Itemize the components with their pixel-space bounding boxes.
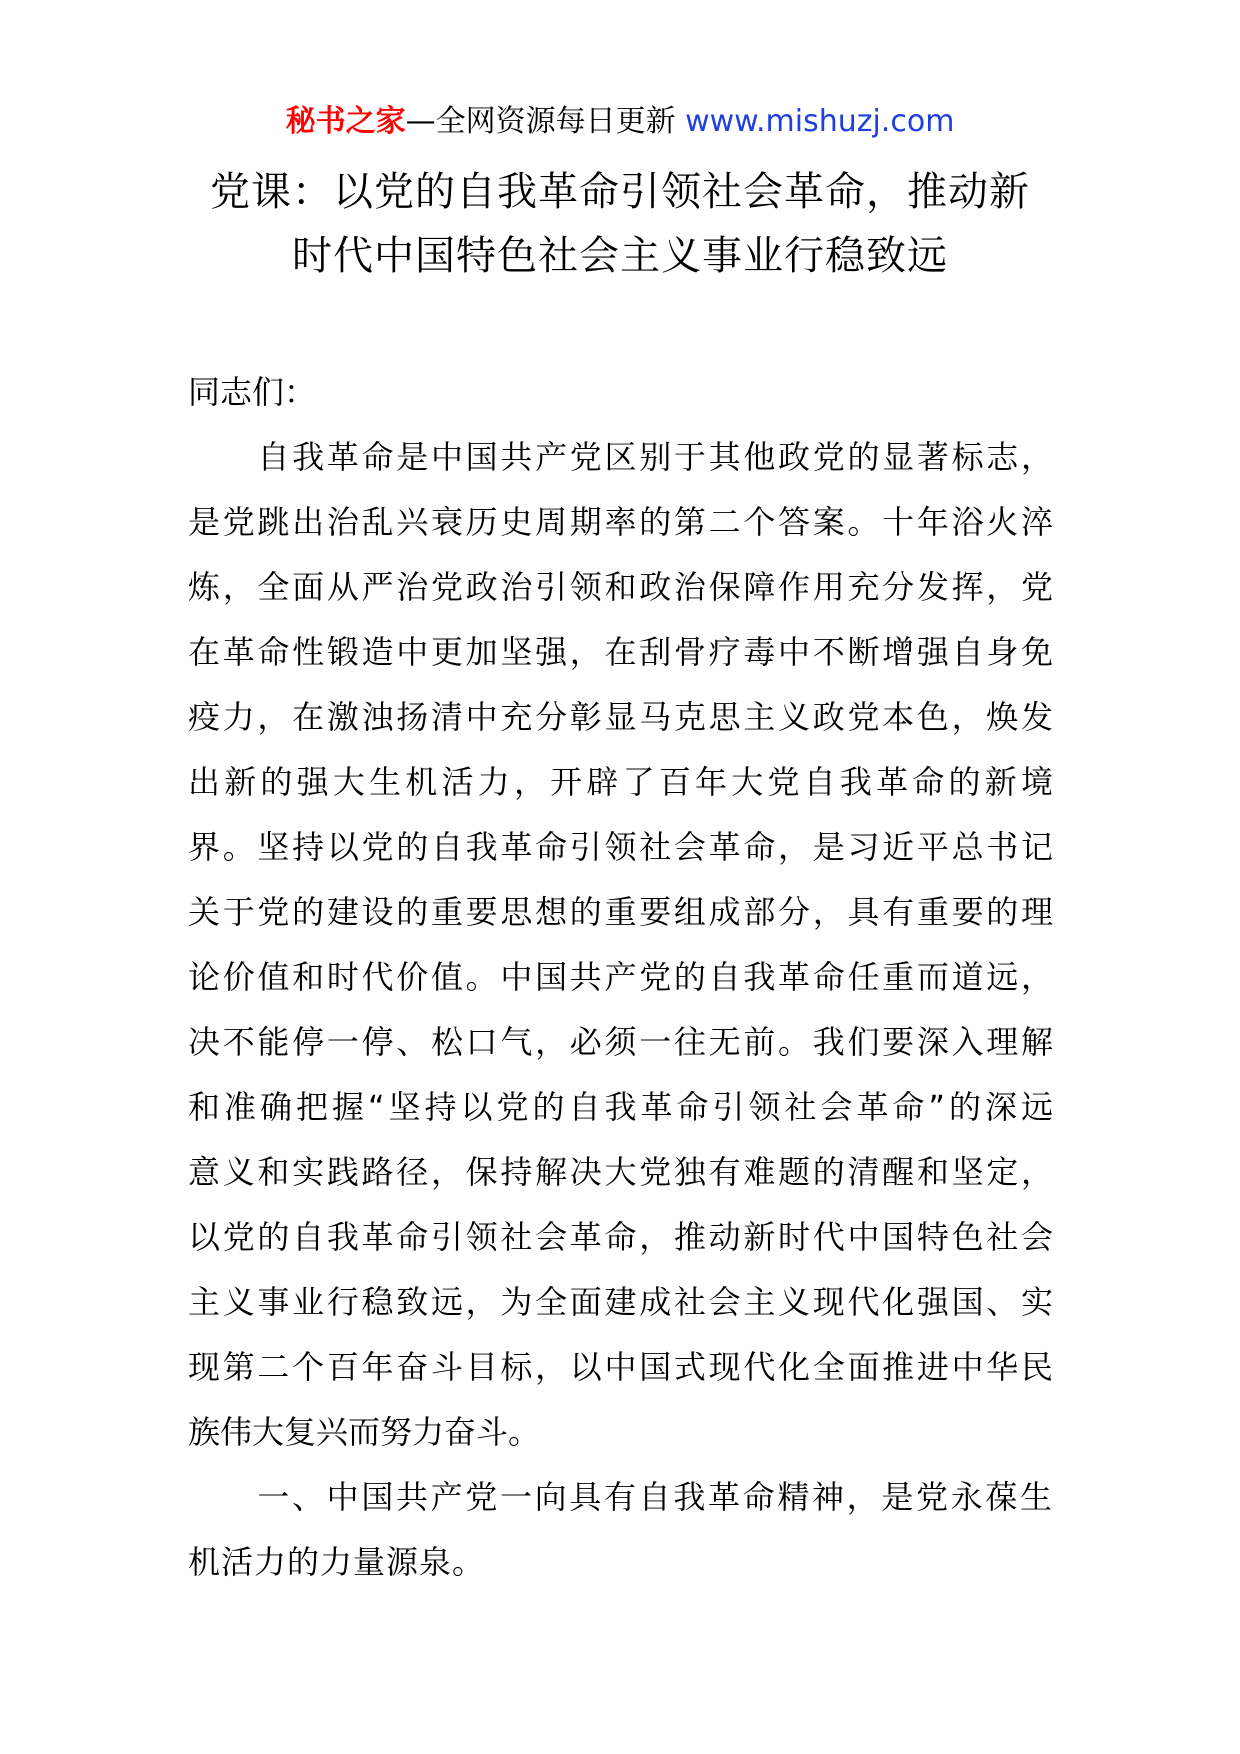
paragraph-line: 自我革命是中国共产党区别于其他政党的显著标志， [188,438,1053,476]
site-slogan: —全网资源每日更新 [405,104,676,139]
heading-line: 机活力的力量源泉。 [188,1543,486,1581]
paragraph-line: 炼，全面从严治党政治引领和政治保障作用充分发挥，党 [188,568,1053,606]
paragraph-line: 论价值和时代价值。中国共产党的自我革命任重而道远， [188,958,1053,996]
paragraph-1 [188,425,1053,1465]
paragraph-line: 主义事业行稳致远，为全面建成社会主义现代化强国、实 [188,1283,1053,1321]
section-heading-1 [188,1465,1053,1595]
document-body [188,360,1053,1595]
paragraph-line: 在革命性锻造中更加坚强，在刮骨疗毒中不断增强自身免 [188,633,1053,671]
paragraph-line: 以党的自我革命引领社会革命，推动新时代中国特色社会 [188,1218,1053,1256]
document-title [150,160,1090,288]
paragraph-line: 决不能停一停、松口气，必须一往无前。我们要深入理解 [188,1023,1053,1061]
site-url-link[interactable]: www.mishuzj.com [675,104,955,139]
paragraph-line: 界。坚持以党的自我革命引领社会革命，是习近平总书记 [188,828,1053,866]
paragraph-line: 是党跳出治乱兴衰历史周期率的第二个答案。十年浴火淬 [188,503,1053,541]
paragraph-line: 疫力，在激浊扬清中充分彰显马克思主义政党本色，焕发 [188,698,1053,736]
paragraph-line: 意义和实践路径，保持解决大党独有难题的清醒和坚定， [188,1153,1053,1191]
site-brand: 秘书之家 [285,104,406,139]
title-line-1: 党课：以党的自我革命引领社会革命，推动新 [210,169,1030,215]
salutation: 同志们： [188,373,317,411]
paragraph-line: 出新的强大生机活力，开辟了百年大党自我革命的新境 [188,763,1053,801]
paragraph-line: 和准确把握“坚持以党的自我革命引领社会革命”的深远 [188,1088,1053,1126]
paragraph-line: 族伟大复兴而努力奋斗。 [188,1413,541,1451]
title-line-2: 时代中国特色社会主义事业行稳致远 [292,233,948,279]
heading-line: 一、中国共产党一向具有自我革命精神，是党永葆生 [188,1478,1053,1516]
paragraph-line: 关于党的建设的重要思想的重要组成部分，具有重要的理 [188,893,1053,931]
site-header [0,100,1240,144]
paragraph-line: 现第二个百年奋斗目标，以中国式现代化全面推进中华民 [188,1348,1053,1386]
